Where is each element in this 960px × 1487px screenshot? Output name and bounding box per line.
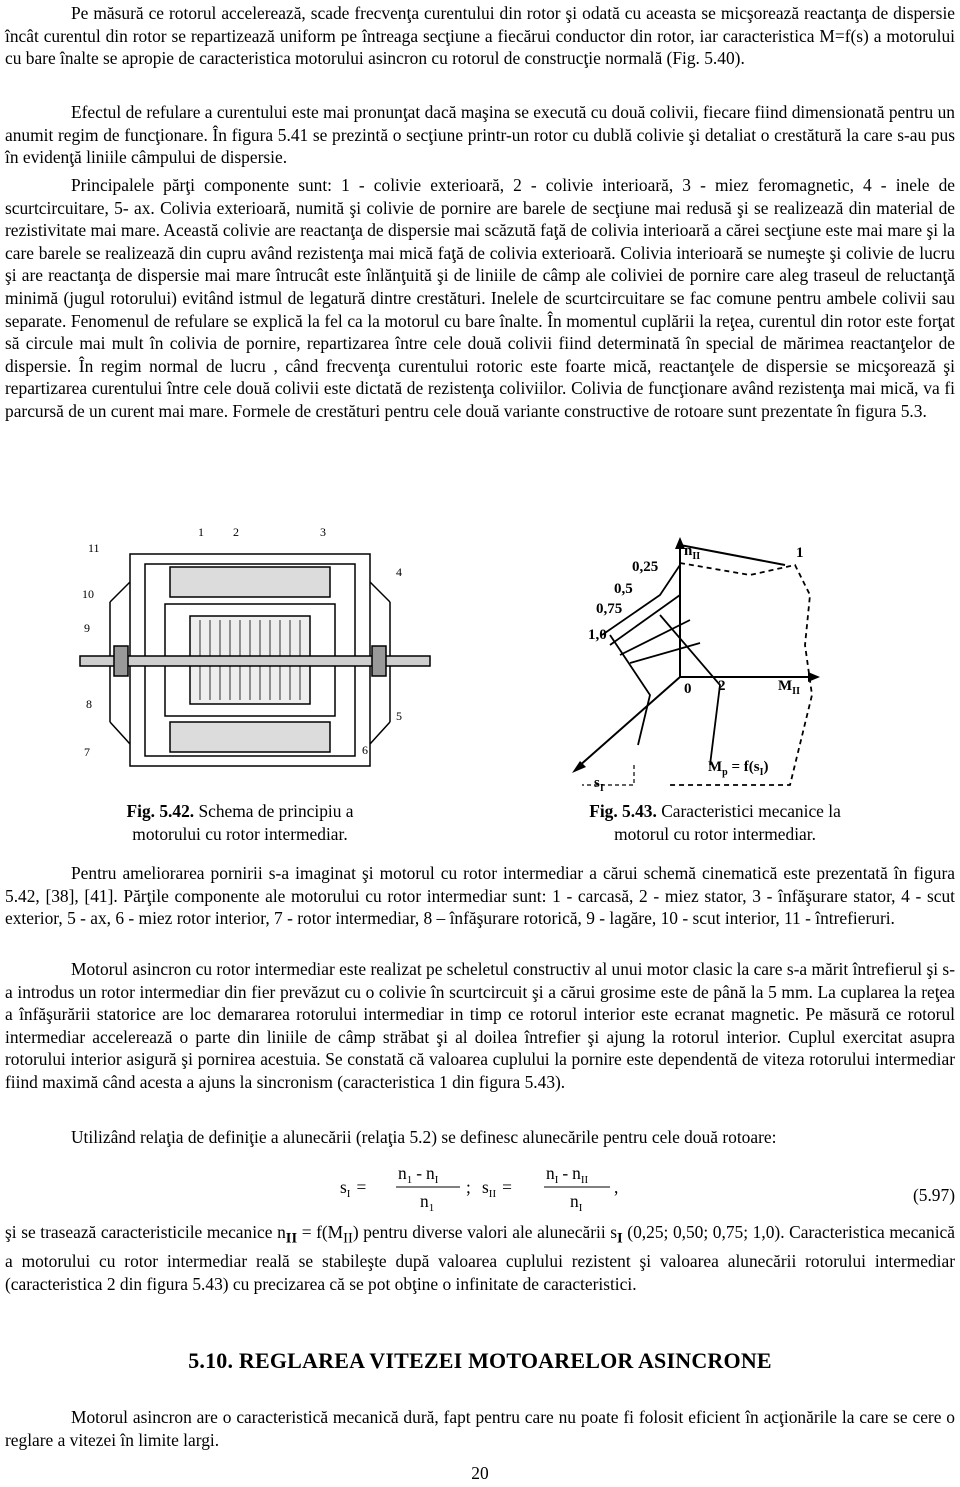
paragraph-6 — [5, 1126, 955, 1149]
bearing-right — [372, 646, 386, 676]
paragraph-8 — [5, 1406, 955, 1451]
fig542-caption-bold: Fig. 5.42. — [126, 801, 195, 821]
paragraph-3-text: Principalele părţi componente sunt: 1 - colivie exterioară, 2 - colivie interioară, 3 - miez feromagnetic, 4 - inele de scurtcircuitare, 5- ax. Colivia exterioară, numită şi colivie de pornire are barele de secţiune mai redusă şi se realizează din material de rezistivitate mai mare. Această colivie are reactanţa de dispersie mai scăzută faţă de colivia interioară a cărei secţiune este mai mare şi la care barele se realizează din cupru având rezistenţa mai mică faţă de colivia exterioară. Colivia interioară se numeşte şi colivie de lucru şi are reactanţa de dispersie mai mare întrucât este înlănţuită şi de liniile de câmp ale coliviei de pornire care aleg traseul de reluctanţă minimă (jugul rotorului) evitând istmul de legatură dintre crestături. Inelele de scurtcircuitare se fac comune pentru ambele colivii sau separate. Fenomenul de refulare se explică la fel ca la motorul cu bare înalte. În momentul cuplării la reţea, curentul din rotor este forţat să circule mai mult în colivia de pornire, repartizarea între cele două colivii fiind determinată în special de mărimea reactanţelor de dispersie. În regim normal de lucru , când frecvenţa curentului rotoric este foarte mică, reactanţele de dispersie se micşorează şi repartizarea curentului între cele două colivii este dictată de rezistenţa coliviilor. Colivia de funcţionare având rezistenţa mai mică, va fi parcursă de un curent mai mare. Formele de crestături pentru cele două variante constructive de rotoare sunt prezentate în figura 5.3. — [5, 175, 955, 421]
bearing-left — [114, 646, 128, 676]
fig542-label-10: 10 — [82, 587, 94, 601]
fig542-label-8: 8 — [86, 697, 92, 711]
paragraph-3 — [5, 174, 955, 423]
paragraph-1 — [5, 2, 955, 70]
paragraph-7-text-c: ) pentru diverse valori ale alunecării s — [352, 1222, 618, 1242]
eq-numerator-2: $n_I - n_{II}$ — [546, 1163, 589, 1186]
fig543-caption-line1: Caracteristici mecanice la — [656, 801, 841, 821]
slip-label-0-5: 0,5 — [614, 581, 633, 597]
figure-5-43-caption — [560, 800, 870, 845]
paragraph-5-text: Motorul asincron cu rotor intermediar este realizat pe scheletul constructiv al unui motor clasic la care s-a mărit întrefierul şi s-a introdus un rotor intermediar din fier prevăzut cu o colivie în scurtcircuit şi a cărui grosime este de până la 5 mm. La cuplarea la reţea a înfăşurării statorice are loc demararea rotorului intermediar in timp ce rotorul interior este ecranat magnetic. Pe măsură ce rotorul intermediar accelerează o parte din liniile de câmp străbat şi al doilea întrefier şi ajung la rotorul interior. Cuplul exercitat asupra rotorului interior asigură şi pornirea acestuia. Se constată că valoarea cuplului la pornire este dependentă de viteza rotorului intermediar fiind maximă când acesta a ajuns la sincronism (caracteristica 1 din figura 5.43). — [5, 959, 955, 1092]
equation-number: (5.97) — [912, 1185, 955, 1205]
origin-label: 0 — [684, 681, 692, 697]
paragraph-7-text-a: şi se trasează caracteristicile mecanice n — [5, 1222, 286, 1242]
fig542-label-4: 4 — [396, 565, 402, 579]
paragraph-5 — [5, 958, 955, 1094]
paragraph-2-text: Efectul de refulare a curentului este mai pronunţat dacă maşina se execută cu două colivii, fiecare fiind dimensionată pentru un anumit regim de funcţionare. În figura 5.41 se prezintă o secţiune printr-un rotor cu dublă colivie şi detaliat o crestătură la care s-au pus în evidenţă liniile câmpului de dispersie. — [5, 102, 955, 168]
slip-label-0-75: 0,75 — [596, 601, 623, 617]
fig542-label-1: 1 — [198, 525, 204, 539]
eq-comma: , — [614, 1177, 619, 1197]
paragraph-6-text: Utilizând relaţia de definiţie a alunecării (relaţia 5.2) se definesc alunecările pentru cele două rotoare: — [71, 1127, 777, 1147]
axis-s-label: $s_I$ — [594, 775, 604, 794]
eq-s2: $s_{II}$ = — [482, 1177, 512, 1200]
fig542-label-5: 5 — [396, 709, 402, 723]
fig542-label-11: 11 — [88, 541, 100, 555]
paragraph-1-text: Pe măsură ce rotorul accelerează, scade frecvenţa curentului din rotor şi odată cu aceasta se micşorează reactanţa de dispersie încât curentul din rotor se repartizează uniform pe întreaga secţiune a fiecărui conductor din rotor, iar caracteristica M=f(s) a motorului cu bare înalte se apropie de caracteristica motorului asincron cu rotorul de construcţie normală (Fig. 5.40). — [5, 3, 955, 69]
equation-5-97 — [330, 1161, 960, 1211]
paragraph-7-sub-s: I — [617, 1230, 623, 1247]
mp-function-label: $M_p = f(s_I)$ — [708, 759, 769, 778]
figure-5-42-caption — [50, 800, 430, 845]
paragraph-7-sub-m: II — [343, 1230, 353, 1247]
fig543-caption-line2: motorul cu rotor intermediar. — [614, 823, 816, 844]
paragraph-7 — [5, 1221, 955, 1295]
paragraph-4 — [5, 862, 955, 930]
eq-denominator-1: $n_1$ — [420, 1191, 435, 1211]
paragraph-8-text: Motorul asincron are o caracteristică mecanică dură, fapt pentru care nu poate fi folosit eficient în acţionările la care se cere o reglare a vitezei în limite largi. — [5, 1407, 955, 1450]
paragraph-2 — [5, 101, 955, 169]
fig542-label-2: 2 — [233, 525, 239, 539]
figure-5-43-chart — [550, 535, 870, 795]
fig542-label-3: 3 — [320, 525, 326, 539]
slip-label-0-25: 0,25 — [632, 559, 659, 575]
eq-numerator-1: $n_1 - n_I$ — [398, 1163, 439, 1186]
figure-5-42-schematic — [70, 522, 440, 794]
fig543-caption-bold: Fig. 5.43. — [589, 801, 657, 821]
section-heading: 5.10. REGLAREA VITEZEI MOTOARELOR ASINCRONE — [188, 1348, 772, 1373]
fig542-label-9: 9 — [84, 621, 90, 635]
fig542-caption-line1: Schema de principiu a — [194, 801, 354, 821]
paragraph-7-text-b: = f(M — [297, 1222, 344, 1242]
envelope-dashed — [670, 563, 812, 785]
slip-label-1-0: 1,0 — [588, 627, 607, 643]
fig542-label-6: 6 — [362, 743, 368, 757]
paragraph-4-text: Pentru ameliorarea pornirii s-a imaginat şi motorul cu rotor intermediar a cărui schemă cinematică este prezentată în figura 5.42, [38], [41]. Părţile componente ale motorului cu rotor intermediar sunt: 1 - carcasă, 2 - miez stator, 3 - înfăşurare stator, 4 - scut exterior, 5 - ax, 6 - miez rotor interior, 7 - rotor intermediar, 8 – înfăşurare rotorică, 9 - lagăre, 10 - scut interior, 11 - întrefieruri. — [5, 863, 955, 929]
axis-m-label: $M_{II}$ — [778, 678, 800, 697]
curve-1-label: 1 — [796, 545, 804, 561]
eq-denominator-2: $n_I$ — [570, 1191, 583, 1211]
paragraph-7-text-d: (0,25; 0,50; 0,75; 1,0). Caracteristica mecanică a motorului cu rotor intermediar reală se stabileşte după valoarea cuplului rezistent şi valoarea alunecării rotorului intermediar (caracteristica 2 din figura 5.43) cu precizarea că se pot obţine o infinitate de caracteristici. — [5, 1222, 955, 1294]
stator-winding-top — [170, 567, 330, 597]
eq-separator: ; — [466, 1177, 471, 1197]
paragraph-7-sub-n: II — [285, 1230, 298, 1247]
page-number: 20 — [471, 1463, 489, 1483]
slip-guide — [582, 765, 634, 785]
eq-s1: $s_I$ = — [340, 1177, 367, 1200]
fig542-caption-line2: motorului cu rotor intermediar. — [132, 823, 348, 844]
fig542-label-7: 7 — [84, 745, 90, 759]
stator-winding-bottom — [170, 722, 330, 752]
curve-2-label: 2 — [718, 678, 726, 694]
axis-n-label: $n_{II}$ — [684, 543, 701, 562]
s-axis — [578, 677, 680, 767]
